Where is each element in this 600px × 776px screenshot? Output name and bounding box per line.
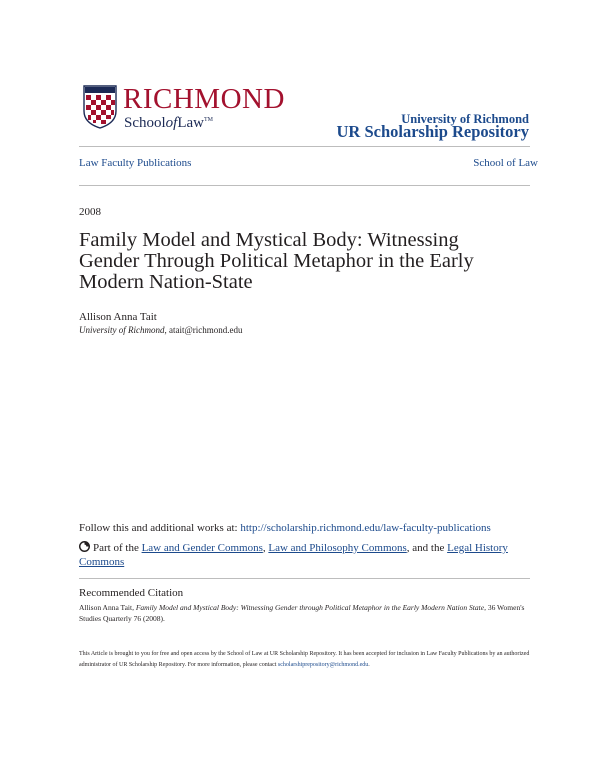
author-name: Allison Anna Tait <box>79 311 157 323</box>
recommended-citation-heading: Recommended Citation <box>79 587 184 599</box>
citation-text: Allison Anna Tait, Family Model and Mystical Body: Witnessing Gender through Political Metaphor in the Early Modern Nation State, 36 Women's Studies Quarterly 76 (2008). <box>79 603 525 623</box>
repository-email-link[interactable]: scholarshiprepository@richmond.edu <box>277 662 369 668</box>
school-of-law-link[interactable]: School of Law <box>473 157 538 169</box>
title-line: Family Model and Mystical Body: Witnessing <box>79 229 459 251</box>
legal-history-commons-link[interactable]: Legal History Commons <box>79 542 508 568</box>
header-divider <box>79 146 530 147</box>
title-line: Modern Nation-State <box>79 271 253 293</box>
university-name-link[interactable]: University of Richmond <box>401 112 529 126</box>
access-notice: This Article is brought to you for free and open access by the School of Law at UR Scholarship Repository. It has been accepted for inclusion in Law Faculty Publications by an authorized administrator of UR Scholarship Repository. For more information, please contact scholarshiprepository@richmond.edu. <box>79 651 530 668</box>
law-faculty-publications-link[interactable]: Law Faculty Publications <box>79 157 192 169</box>
author-affiliation: University of Richmond, atait@richmond.edu <box>79 325 243 335</box>
citation-divider <box>79 578 530 579</box>
open-access-icon <box>79 541 90 552</box>
logo-school-text: SchoolofLaw™ <box>124 115 213 131</box>
title-line: Gender Through Political Metaphor in the Early <box>79 250 474 272</box>
follow-works-line: Follow this and additional works at: http://scholarship.richmond.edu/law-faculty-publications <box>79 522 491 534</box>
law-and-gender-commons-link[interactable]: Law and Gender Commons <box>141 542 263 554</box>
logo-brand-text: RICHMOND <box>123 83 285 115</box>
part-of-commons: Part of the Law and Gender Commons, Law and Philosophy Commons, and the Legal History Commons <box>79 542 508 568</box>
nav-divider <box>79 185 530 186</box>
repository-name-link[interactable]: UR Scholarship Repository <box>336 122 529 141</box>
publication-year: 2008 <box>79 206 101 218</box>
collection-url-link[interactable]: http://scholarship.richmond.edu/law-faculty-publications <box>240 522 491 534</box>
richmond-law-logo[interactable] <box>83 84 293 140</box>
university-shield-icon <box>83 85 117 129</box>
article-title <box>79 230 529 293</box>
law-and-philosophy-commons-link[interactable]: Law and Philosophy Commons <box>268 542 407 554</box>
